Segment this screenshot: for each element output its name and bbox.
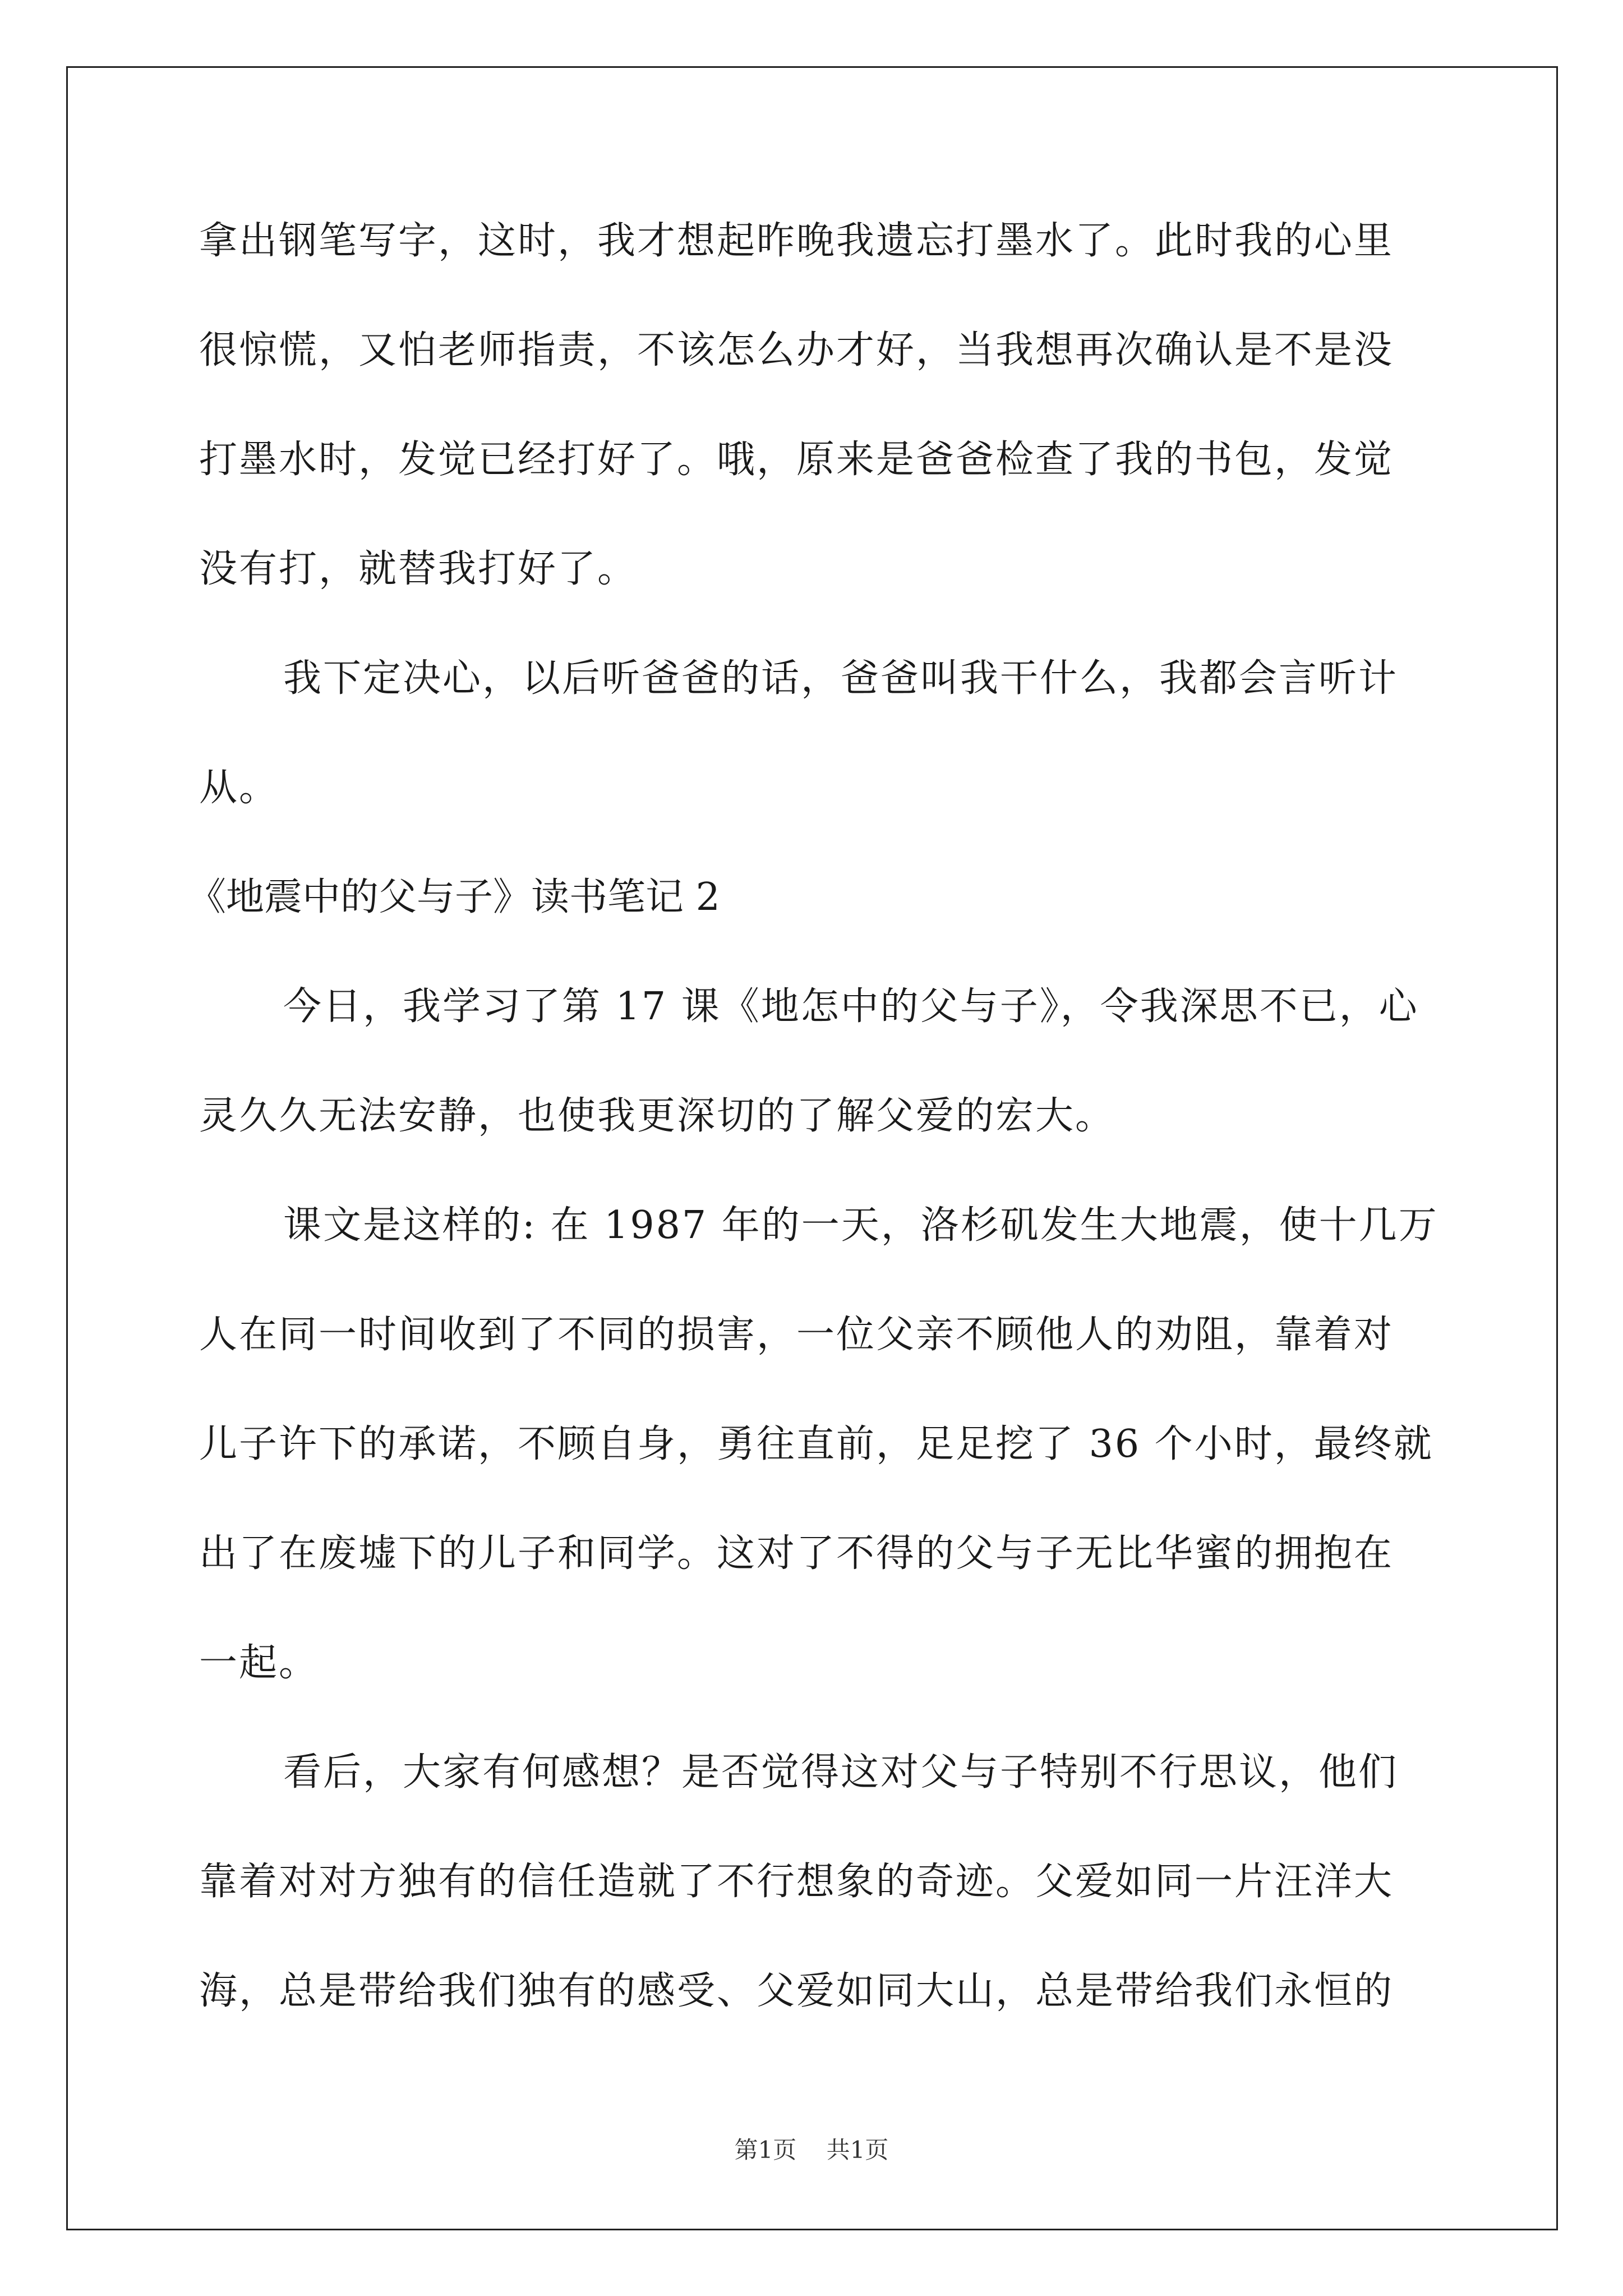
page-footer	[0, 2132, 1623, 2165]
text-line: 看后，大家有何感想？是否觉得这对父与子特别不行思议，他们	[283, 1750, 1399, 1795]
document-body	[188, 210, 1438, 2070]
page-total: 共1页	[826, 2136, 889, 2164]
text-line: 我下定决心，以后听爸爸的话，爸爸叫我干什么，我都会言听计	[283, 656, 1399, 701]
text-line: 儿子许下的承诺，不顾自身，勇往直前，足足挖了 36 个小时，最终就	[199, 1422, 1433, 1466]
text-line: 灵久久无法安静，也使我更深切的了解父爱的宏大。	[199, 1094, 1115, 1138]
text-line: 没有打，就替我打好了。	[199, 547, 638, 591]
text-line: 人在同一时间收到了不同的损害，一位父亲不顾他人的劝阻，靠着对	[199, 1313, 1394, 1357]
text-line: 今日，我学习了第 17 课《地怎中的父与子》，令我深思不已，心	[283, 984, 1419, 1029]
text-line: 一起。	[199, 1641, 319, 1685]
text-line: 拿出钢笔写字，这时，我才想起昨晚我遗忘打墨水了。此时我的心里	[199, 219, 1394, 263]
text-line: 很惊慌，又怕老师指责，不该怎么办才好，当我想再次确认是不是没	[199, 328, 1394, 372]
text-line: 从。	[199, 766, 279, 810]
text-line: 打墨水时，发觉已经打好了。哦，原来是爸爸检查了我的书包，发觉	[199, 438, 1394, 482]
section-title: 《地震中的父与子》读书笔记 2	[188, 875, 720, 919]
text-line: 靠着对对方独有的信任造就了不行想象的奇迹。父爱如同一片汪洋大	[199, 1860, 1394, 1904]
page-number: 第1页	[734, 2136, 797, 2164]
text-line: 出了在废墟下的儿子和同学。这对了不得的父与子无比华蜜的拥抱在	[199, 1531, 1394, 1576]
text-line: 课文是这样的: 在 1987 年的一天，洛杉矶发生大地震，使十几万	[283, 1203, 1438, 1248]
text-line: 海，总是带给我们独有的感受、父爱如同大山，总是带给我们永恒的	[199, 1969, 1394, 2013]
